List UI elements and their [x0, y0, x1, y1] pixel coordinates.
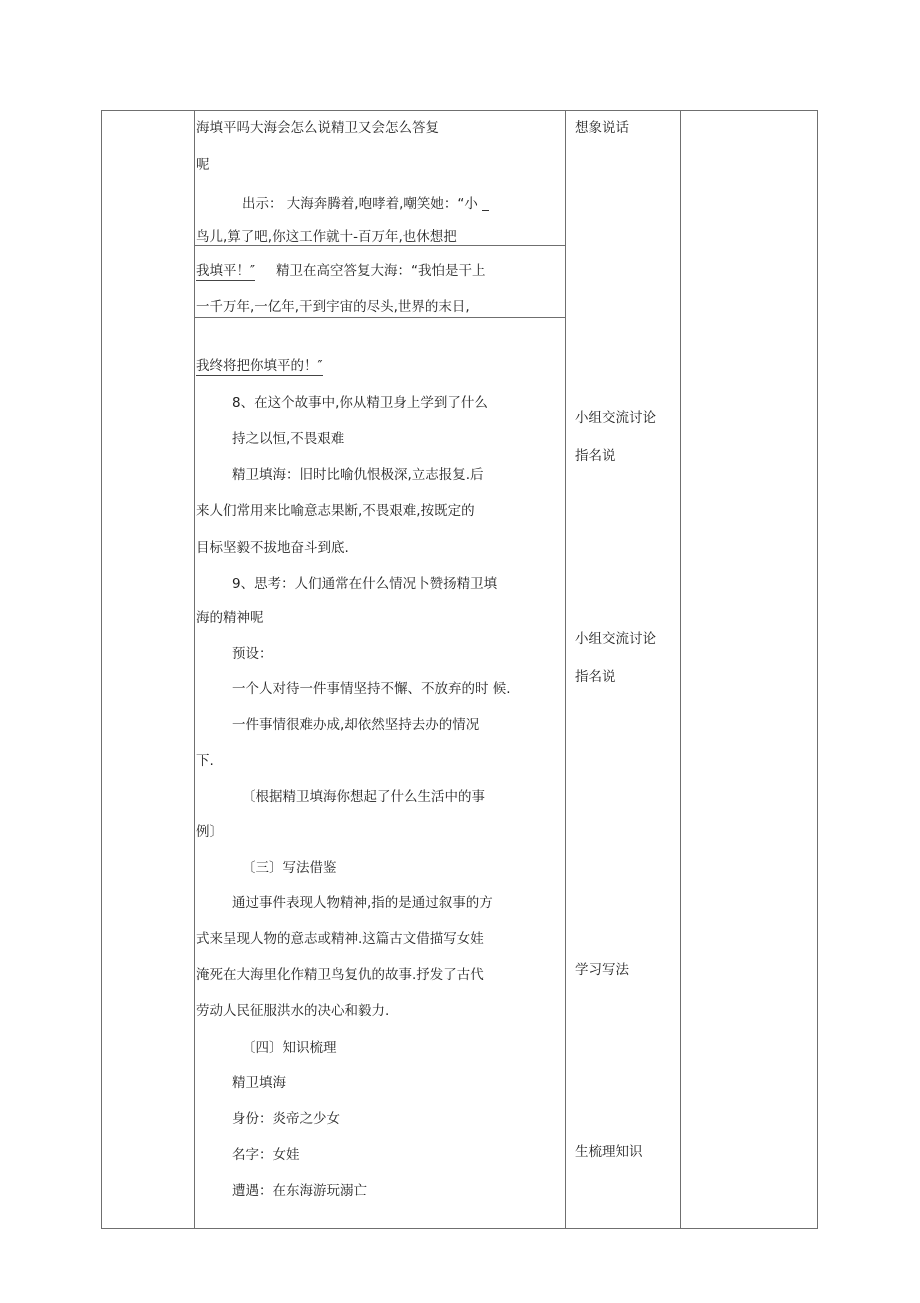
activity-note: 生梳理知识	[575, 1144, 643, 1160]
text-line: 海填平吗大海会怎么说精卫又会怎么答复	[196, 120, 439, 136]
text-line: 精卫填海：旧时比喻仇恨极深,立志报复.后	[232, 467, 484, 483]
section-heading: 〔三〕写法借鉴	[242, 860, 337, 876]
text-line: 〔根据精卫填海你想起了什么生活中的事	[242, 789, 485, 805]
activity-note: 指名说	[575, 669, 616, 685]
text-line: 一件事情很难办成,却依然坚持去办的情况	[232, 717, 480, 733]
text-line: 名字：女娃	[232, 1147, 300, 1163]
text-line: 海的精神呢	[196, 610, 264, 626]
text-line: 下.	[196, 753, 214, 769]
text-line: 预设：	[232, 646, 273, 662]
activity-note: 小组交流讨论	[575, 631, 656, 647]
text-line: 出示： 大海奔腾着,咆哮着,嘲笑她：“小 _	[242, 196, 489, 212]
activity-note: 想象说话	[575, 120, 629, 136]
text-line: 通过事件表现人物精神,指的是通过叙事的方	[232, 895, 493, 911]
column-divider	[565, 110, 566, 1229]
text-line: 目标坚毅不拔地奋斗到底.	[196, 540, 349, 556]
text-line: 精卫填海	[232, 1075, 286, 1091]
question-8: 8、在这个故事中,你从精卫身上学到了什么	[232, 395, 488, 411]
question-9: 9、思考：人们通常在什么情况卜赞扬精卫填	[232, 576, 498, 592]
text-line: 身份：炎帝之少女	[232, 1111, 340, 1127]
underlined-quote: 我终将把你填平的！″	[196, 358, 323, 374]
text-line: 来人们常用来比喻意志果断,不畏艰难,按既定的	[196, 503, 475, 519]
activity-note: 小组交流讨论	[575, 410, 656, 426]
text-line: 呢	[196, 157, 210, 173]
text-line: 例〕	[196, 824, 223, 840]
activity-note: 学习写法	[575, 962, 629, 978]
text-line: 一个人对待一件事情坚持不懈、不放弃的时 候.	[232, 681, 511, 697]
text-line: 淹死在大海里化作精卫鸟复仇的故事.抒发了古代	[196, 967, 484, 983]
section-heading: 〔四〕知识梳理	[242, 1040, 337, 1056]
row-divider	[194, 317, 565, 318]
column-divider	[194, 110, 195, 1229]
underlined-quote: 我填平！″	[196, 263, 256, 279]
text-line: 式来呈现人物的意志或精神.这篇古文借描写女娃	[196, 931, 484, 947]
activity-note: 指名说	[575, 448, 616, 464]
text-line: 劳动人民征服洪水的决心和毅力.	[196, 1003, 390, 1019]
text-line: 精卫在高空答复大海：“我怕是干上	[276, 263, 486, 279]
text-line: 持之以恒,不畏艰难	[232, 431, 345, 447]
text-line: 遭遇：在东海游玩溺亡	[232, 1183, 367, 1199]
column-divider	[680, 110, 681, 1229]
text-line: 一千万年,一亿年,干到宇宙的尽头,世界的末日,	[196, 299, 470, 315]
text-line: 鸟儿,算了吧,你这工作就十-百万年,也休想把	[196, 229, 457, 245]
